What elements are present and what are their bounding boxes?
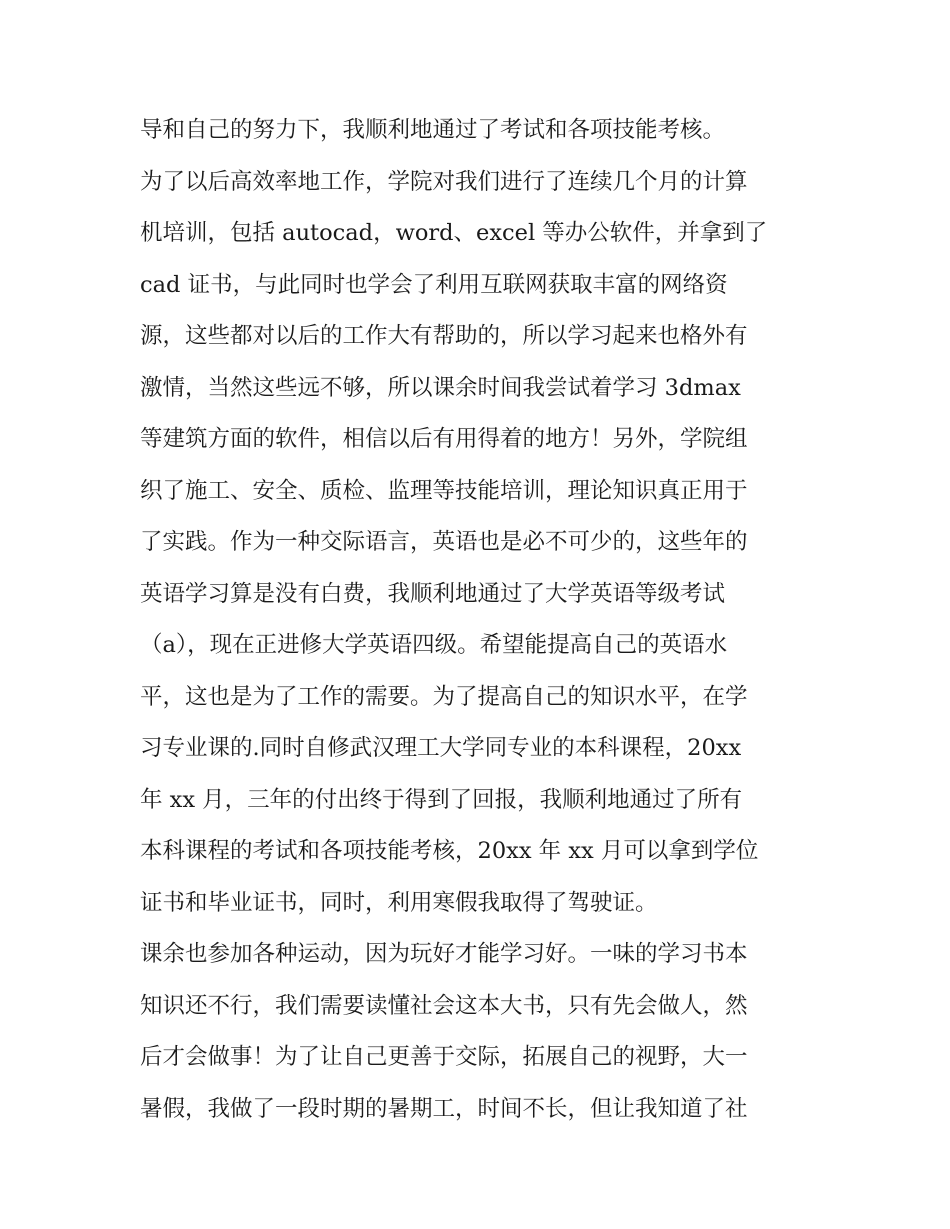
text-line: 习专业课的.同时自修武汉理工大学同专业的本科课程，20xx (140, 735, 742, 761)
text-line: cad 证书，与此同时也学会了利用互联网获取丰富的网络资 (140, 271, 728, 298)
text-line: 本科课程的考试和各项技能考核，20xx 年 xx 月可以拿到学位 (140, 838, 759, 864)
text-line: 等建筑方面的软件，相信以后有用得着的地方！另外，学院组 (140, 426, 748, 452)
text-line: 源，这些都对以后的工作大有帮助的，所以学习起来也格外有 (140, 323, 748, 349)
text-line: 年 xx 月，三年的付出终于得到了回报，我顺利地通过了所有 (140, 786, 743, 813)
text-line: 暑假，我做了一段时期的暑期工，时间不长，但让我知道了社 (140, 1095, 748, 1122)
text-line: 了实践。作为一种交际语言，英语也是必不可少的，这些年的 (140, 529, 748, 555)
text-line: 后才会做事！为了让自己更善于交际，拓展自己的视野，大一 (140, 1044, 748, 1070)
text-line: 证书和毕业证书，同时，利用寒假我取得了驾驶证。 (140, 889, 658, 916)
text-line: 导和自己的努力下，我顺利地通过了考试和各项技能考核。 (140, 117, 726, 143)
text-line: 机培训，包括 autocad，word、excel 等办公软件，并拿到了 (140, 220, 768, 246)
text-line: 英语学习算是没有白费，我顺利地通过了大学英语等级考试 (140, 580, 726, 607)
document-body (140, 105, 816, 1135)
text-line: 织了施工、安全、质检、监理等技能培训，理论知识真正用于 (140, 477, 748, 504)
text-line: 激情，当然这些远不够，所以课余时间我尝试着学习 3dmax (140, 374, 741, 401)
text-line: 知识还不行，我们需要读懂社会这本大书，只有先会做人，然 (140, 992, 748, 1019)
text-line: 平，这也是为了工作的需要。为了提高自己的知识水平，在学 (140, 683, 748, 710)
text-line: （a），现在正进修大学英语四级。希望能提高自己的英语水 (140, 632, 728, 658)
text-line: 课余也参加各种运动，因为玩好才能学习好。一味的学习书本 (140, 941, 748, 967)
text-line: 为了以后高效率地工作，学院对我们进行了连续几个月的计算 (140, 168, 748, 195)
